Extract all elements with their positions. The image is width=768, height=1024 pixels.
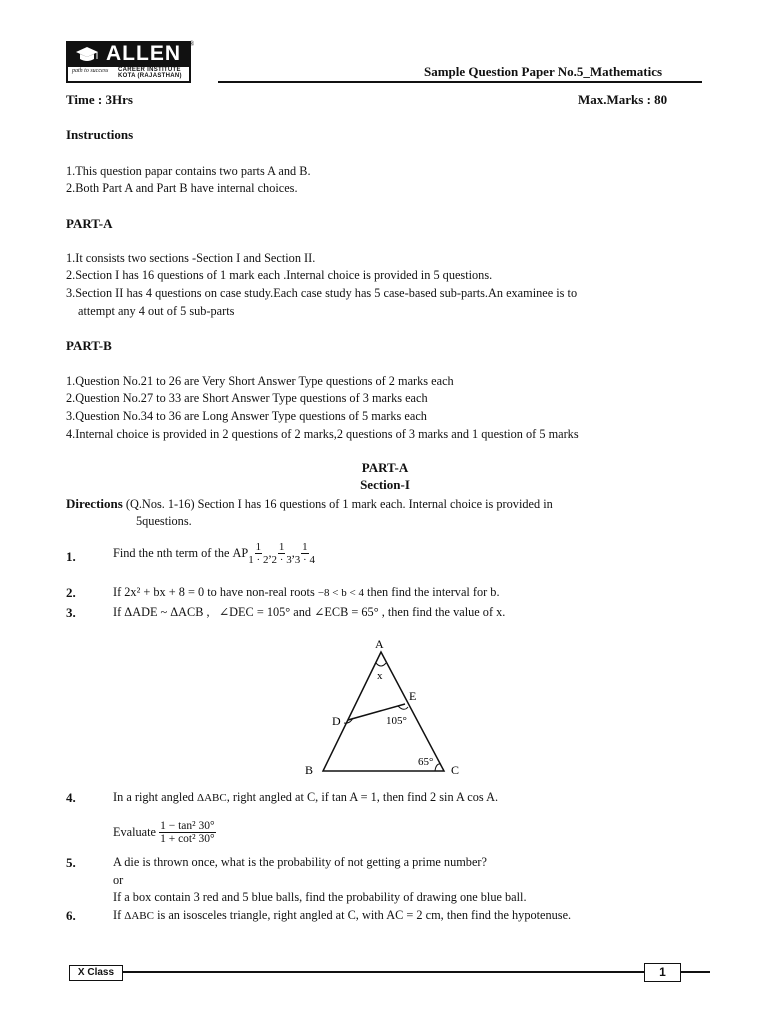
q4-numerator: 1 − tan² 30° [160,819,215,832]
question-3 [113,605,505,620]
q1-sep: , [291,545,295,560]
q1-fraction-3 [295,541,315,566]
angle-mark-a [376,663,386,666]
q4-evaluate-label: Evaluate [113,824,157,839]
question-number: 1. [66,549,76,564]
question-4-evaluate [113,815,216,849]
label-e: E [409,689,417,703]
angle-mark-e [398,706,408,709]
part-a-item: 2.Section I has 16 questions of 1 mark each .Internal choice is provided in 5 questions. [66,268,493,282]
q3-angle-dec: ∠DEC = 105° [218,605,291,619]
q6-ac: AC = 2 cm, [386,908,444,922]
footer-rule-right [680,971,710,973]
paper-title: Sample Question Paper No.5_Mathematics [424,64,663,79]
question-5: A die is thrown once, what is the probability of not getting a prime number? [113,855,487,869]
q1-fraction-1 [248,541,268,566]
max-marks-label: Max.Marks : 80 [578,92,668,107]
registered-mark: ® [189,40,195,48]
class-label: X Class [69,965,123,981]
q2-equation: 2x² + bx + 8 = 0 [124,585,205,599]
question-2 [113,585,500,600]
q3-post: , then find the value of x. [381,605,506,619]
graduation-cap-icon [74,46,100,63]
label-105: 105° [386,715,407,727]
q2-pre: If [113,585,122,599]
q1-f1-den: 1 · 2 [248,553,269,566]
triangle-figure [300,634,470,780]
question-number: 4. [66,790,76,805]
q1-ap: AP [232,545,249,560]
label-x: x [377,670,383,682]
q1-sep: , [268,545,272,560]
instruction-item: 1.This question papar contains two parts A and B. [66,164,311,178]
allen-logo [66,41,191,83]
q4-denominator: 1 + cot² 30° [160,832,215,845]
logo-brand: ALLEN [106,42,181,65]
q6-post: then find the hypotenuse. [446,908,572,922]
page-number: 1 [644,963,681,982]
question-6 [113,908,571,923]
q1-f2-num: 1 [278,540,285,553]
part-b-item: 4.Internal choice is provided in 2 questions of 2 marks,2 questions of 3 marks and 1 question of 5 marks [66,427,579,441]
label-65: 65° [418,756,434,768]
footer-rule [122,971,644,973]
q1-text: Find the nth term of the [113,545,230,560]
triangle-abc [323,652,444,771]
q4-triangle: ΔABC [197,792,227,804]
directions-label: Directions [66,496,123,511]
header-rule [218,81,702,83]
q4-fraction [159,820,215,845]
q1-f2-den: 2 · 3 [271,553,292,566]
directions-text: (Q.Nos. 1-16) Section I has 16 questions of 1 mark each. Internal choice is provided in [122,497,553,511]
question-number: 3. [66,605,76,620]
part-a-item: 3.Section II has 4 questions on case study.Each case study has 5 case-based sub-parts.An examinee is to [66,286,578,300]
q6-triangle: ΔABC [124,910,154,922]
q1-f1-num: 1 [255,540,262,553]
logo-subtitle [118,67,182,79]
q2-mid: to have non-real roots [207,585,315,599]
q6-pre: If [113,908,122,922]
time-label: Time : 3Hrs [66,92,133,107]
logo-line2: KOTA (RAJASTHAN) [118,73,182,79]
question-number: 2. [66,585,76,600]
question-1 [113,536,315,570]
part-a-item: attempt any 4 out of 5 sub-parts [78,304,235,318]
part-b-item: 3.Question No.34 to 36 are Long Answer Type questions of 5 marks each [66,409,427,423]
instructions-heading: Instructions [66,127,134,142]
q4-pre: In a right angled [113,790,194,804]
question-5-or: or [113,873,124,887]
label-a: A [375,637,384,651]
directions-text-2: 5questions. [136,514,192,528]
q3-similarity: ΔADE ~ ΔACB , [124,605,210,619]
part-b-heading: PART-B [66,338,112,353]
question-number: 6. [66,908,76,923]
part-a-item: 1.It consists two sections -Section I and Section II. [66,251,316,265]
q6-mid: is an isosceles triangle, right angled at C, with [157,908,384,922]
question-number: 5. [66,855,76,870]
part-b-item: 1.Question No.21 to 26 are Very Short Answer Type questions of 2 marks each [66,374,454,388]
directions [66,496,553,512]
part-a-heading: PART-A [66,216,113,231]
question-5-alt: If a box contain 3 red and 5 blue balls, find the probability of drawing one blue ball. [113,890,527,904]
q1-f3-den: 3 · 4 [294,553,315,566]
label-b: B [305,763,314,777]
label-d: D [332,714,341,728]
q1-f3-num: 1 [302,540,308,553]
question-4 [113,790,498,805]
q2-inequality: −8 < b < 4 [317,587,364,599]
section-part-title: PART-A [361,460,409,475]
q2-post: then find the interval for b. [367,585,500,599]
q1-fraction-2 [272,541,292,566]
q3-angle-ecb: ∠ECB = 65° [314,605,379,619]
instruction-item: 2.Both Part A and Part B have internal choices. [66,181,298,195]
part-b-item: 2.Question No.27 to 33 are Short Answer Type questions of 3 marks each [66,391,428,405]
logo-banner [68,43,189,67]
q3-pre: If [113,605,122,619]
label-c: C [451,763,460,777]
logo-line1: CAREER INSTITUTE [118,67,181,73]
q4-post: , right angled at C, if tan A = 1, then find 2 sin A cos A. [226,790,499,804]
q3-and: and [293,605,312,619]
section-title: Section-I [360,477,410,492]
logo-slogan: path to success [72,68,109,74]
